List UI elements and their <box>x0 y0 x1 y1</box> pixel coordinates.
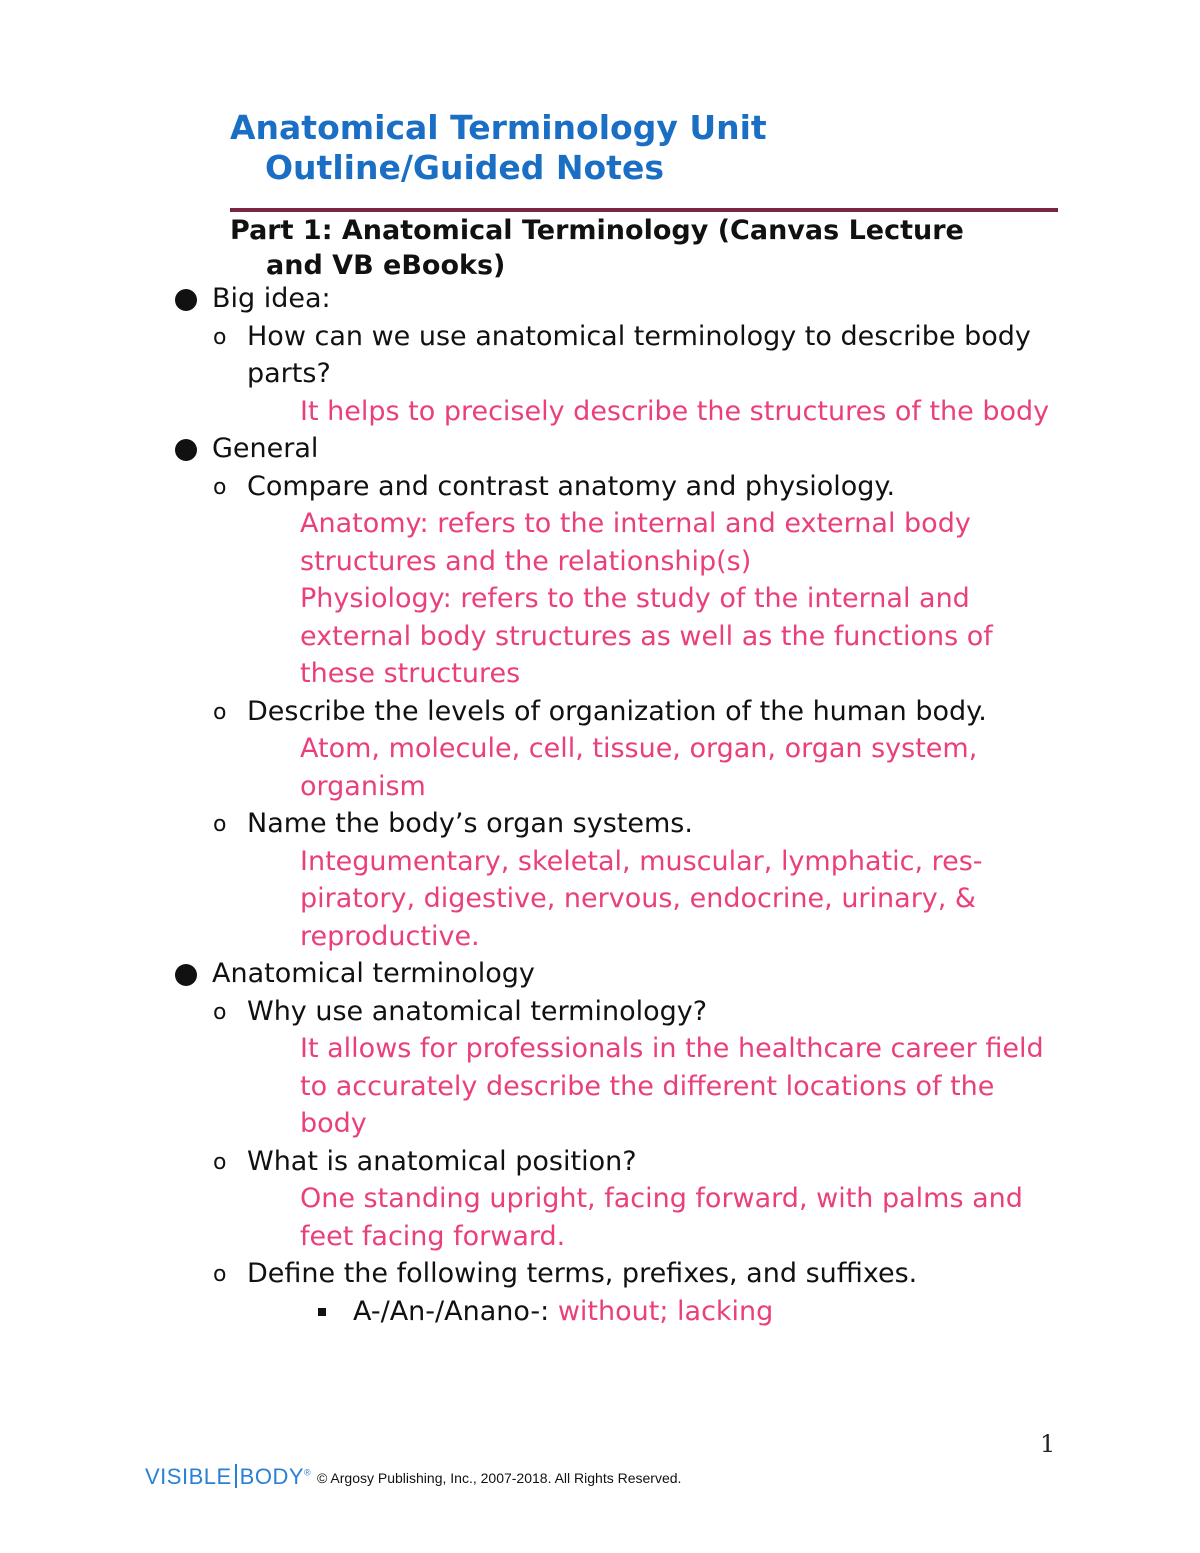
question-item <box>0 1143 1047 1181</box>
hollow-bullet-icon: o <box>213 812 227 837</box>
answer-text: Atom, molecule, cell, tissue, organ, organ system, organism <box>300 733 978 802</box>
question-text: Why use anatomical terminology? <box>247 995 708 1027</box>
question-item <box>0 318 1047 393</box>
document-title <box>230 108 1050 188</box>
question-item <box>0 468 1047 506</box>
question-text: Name the body’s organ systems. <box>247 808 693 839</box>
section-anatomical-terminology <box>0 955 1200 993</box>
filled-bullet-icon <box>175 289 197 311</box>
visible-body-logo <box>145 1464 311 1490</box>
question-item <box>0 1255 1047 1293</box>
hollow-bullet-icon: o <box>213 324 227 350</box>
section-heading: General <box>212 433 319 464</box>
section-big-idea <box>0 280 1200 318</box>
hollow-bullet-icon: o <box>213 1262 227 1287</box>
hollow-bullet-icon: o <box>213 474 227 500</box>
registered-mark: ® <box>304 1467 312 1478</box>
section-general <box>0 430 1200 468</box>
logo-text-right: BODY <box>239 1464 305 1489</box>
body-figure-icon <box>235 1464 237 1488</box>
hollow-bullet-icon: o <box>213 699 227 725</box>
logo-text-left: VISIBLE <box>145 1464 232 1489</box>
part-heading <box>230 213 1060 283</box>
answer-text: One standing upright, facing forward, with palms and feet facing forward. <box>300 1183 1023 1252</box>
answer-text: It allows for professionals in the healthcare career field to accurately describe the different locations of the body <box>300 1033 1044 1139</box>
answer-text: Integumentary, skeletal, muscular, lymphatic, res-piratory, digestive, nervous, endocrine, urinary, & reproductive. <box>300 845 983 952</box>
question-text: What is anatomical position? <box>247 1145 637 1177</box>
title-divider <box>230 208 1058 212</box>
term-definition: without; lacking <box>557 1295 774 1327</box>
question-text: Compare and contrast anatomy and physiology. <box>247 470 896 502</box>
question-text: Describe the levels of organization of the human body. <box>247 695 987 727</box>
filled-bullet-icon <box>175 439 197 461</box>
answer-text: It helps to precisely describe the structures of the body <box>300 395 1050 427</box>
hollow-bullet-icon: o <box>213 999 227 1025</box>
filled-bullet-icon <box>175 964 197 986</box>
hollow-bullet-icon: o <box>213 1149 227 1175</box>
question-item <box>0 693 1047 731</box>
term-item <box>0 1293 1200 1331</box>
answer-text: Anatomy: refers to the internal and external body structures and the relationship(s) <box>300 508 971 577</box>
title-line-2: Outline/Guided Notes <box>265 148 664 187</box>
section-heading: Big idea: <box>212 283 331 314</box>
term-label: A-/An-/Anano-: <box>353 1295 550 1327</box>
part-heading-line-1: Part 1: Anatomical Terminology (Canvas Lecture <box>230 215 964 246</box>
page-number: 1 <box>1040 1430 1056 1458</box>
title-line-1: Anatomical Terminology Unit <box>230 108 767 147</box>
square-bullet-icon <box>318 1308 326 1316</box>
copyright-notice: © Argosy Publishing, Inc., 2007-2018. All Rights Reserved. <box>317 1470 682 1486</box>
section-heading: Anatomical terminology <box>212 958 535 989</box>
part-heading-line-2: and VB eBooks) <box>266 250 506 281</box>
question-item <box>0 805 1047 843</box>
answer-text: Physiology: refers to the study of the internal and external body structures as well as the functions of these structures <box>300 583 993 689</box>
question-text: Define the following terms, prefixes, and suffixes. <box>247 1258 918 1289</box>
question-text: How can we use anatomical terminology to describe body parts? <box>247 320 1031 389</box>
question-item <box>0 993 1047 1031</box>
outline <box>0 280 1200 1330</box>
